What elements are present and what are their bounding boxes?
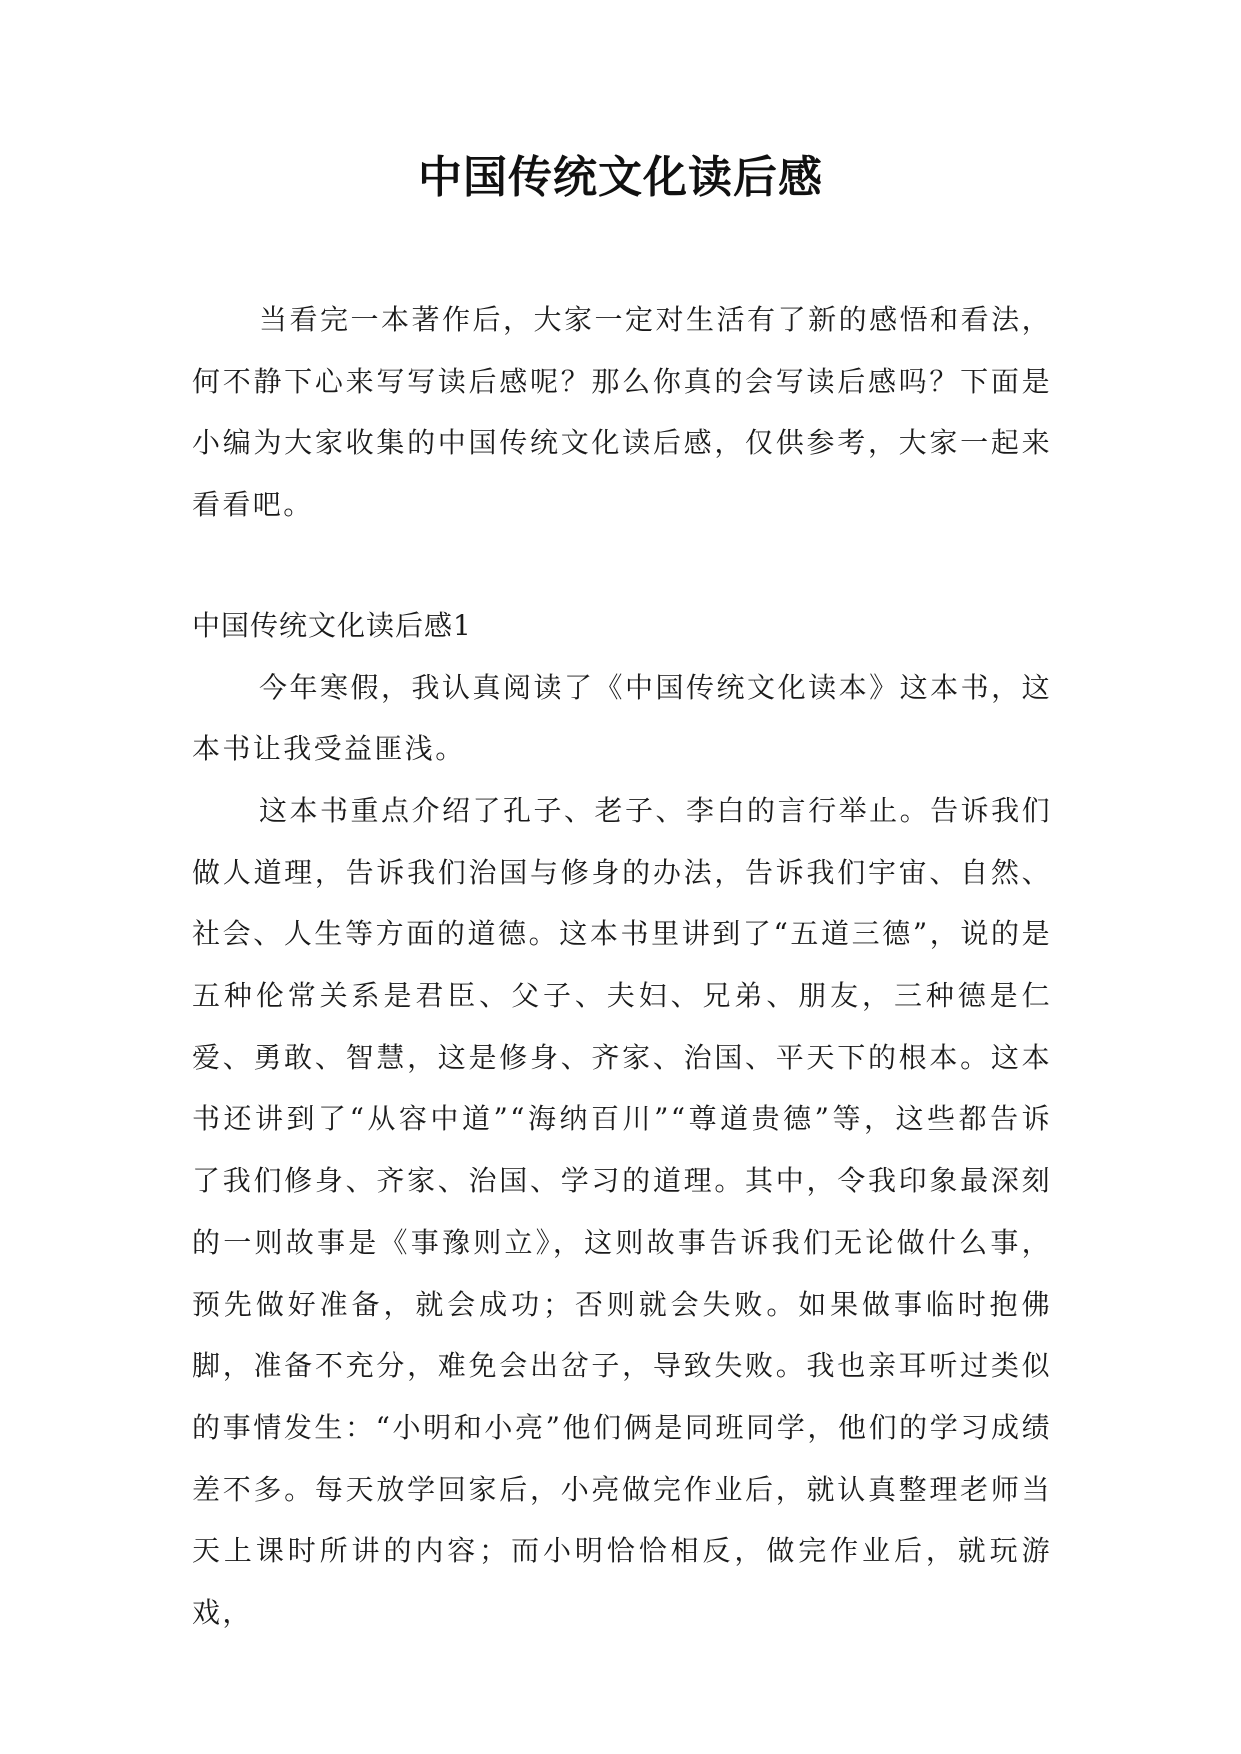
document-body — [192, 289, 1052, 1644]
section-heading: 中国传统文化读后感1 — [192, 608, 472, 642]
section-gap — [192, 536, 1052, 595]
intro-paragraph: 当看完一本著作后，大家一定对生活有了新的感悟和看法，何不静下心来写写读后感呢？那么你真的会写读后感吗？下面是小编为大家收集的中国传统文化读后感，仅供参考，大家一起来看看吧。 — [192, 303, 1052, 522]
body-paragraph-1: 今年寒假，我认真阅读了《中国传统文化读本》这本书，这本书让我受益匪浅。 — [192, 670, 1052, 766]
body-paragraph-2: 这本书重点介绍了孔子、老子、李白的言行举止。告诉我们做人道理，告诉我们治国与修身的办法，告诉我们宇宙、自然、社会、人生等方面的道德。这本书里讲到了“五道三德”，说的是五种伦常关系是君臣、父子、夫妇、兄弟、朋友，三种德是仁爱、勇敢、智慧，这是修身、齐家、治国、平天下的根本。这本书还讲到了“从容中道”“海纳百川”“尊道贵德”等，这些都告诉了我们修身、齐家、治国、学习的道理。其中，令我印象最深刻的一则故事是《事豫则立》，这则故事告诉我们无论做什么事，预先做好准备，就会成功；否则就会失败。如果做事临时抱佛脚，准备不充分，难免会出岔子，导致失败。我也亲耳听过类似的事情发生：“小明和小亮”他们俩是同班同学，他们的学习成绩差不多。每天放学回家后，小亮做完作业后，就认真整理老师当天上课时所讲的内容；而小明恰恰相反，做完作业后，就玩游戏， — [192, 793, 1052, 1630]
document-title: 中国传统文化读后感 — [418, 152, 823, 203]
